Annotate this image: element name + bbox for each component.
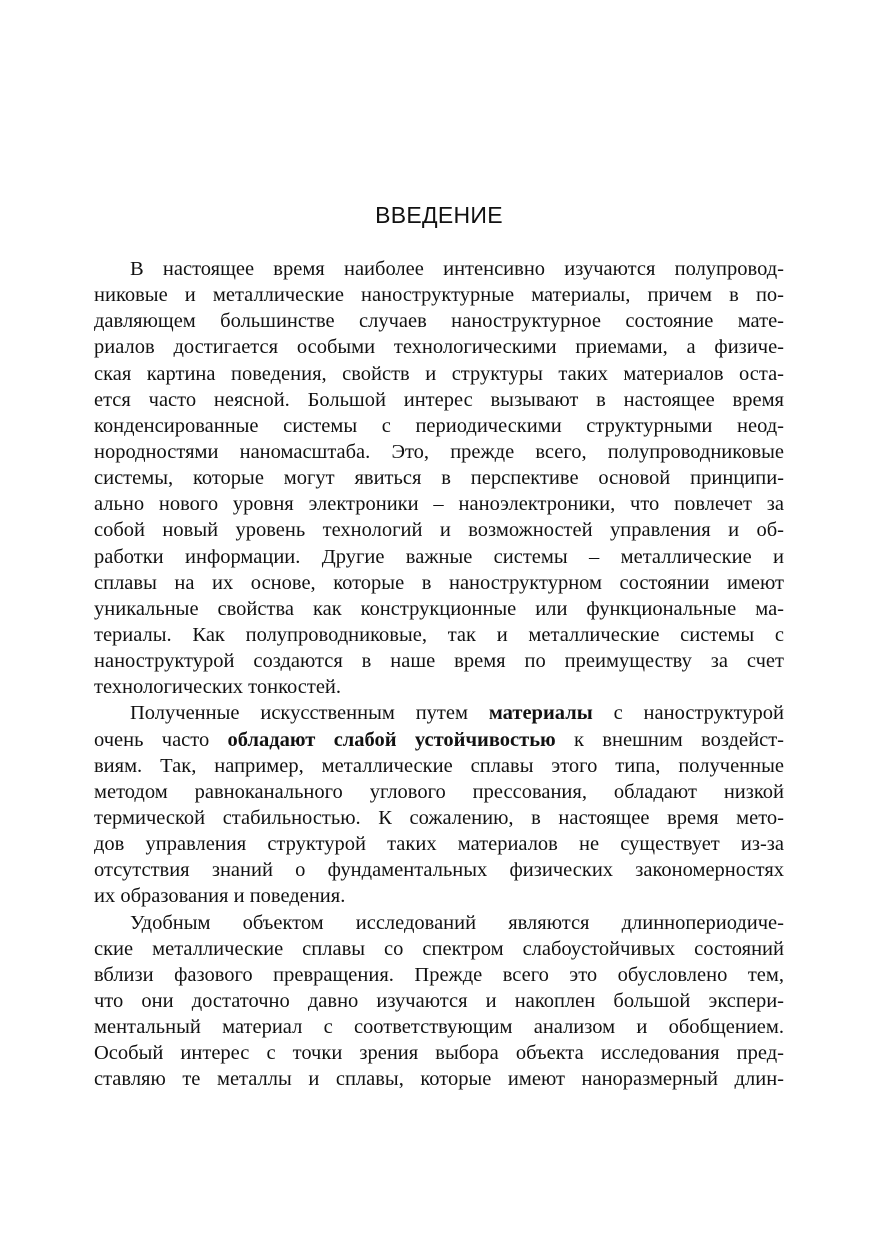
text-line: отсутствия знаний о фундаментальных физических закономерностях	[94, 859, 784, 882]
text-line: дов управления структурой таких материалов не существует из-за	[94, 833, 784, 856]
text-line: ские металлические сплавы со спектром слабоустойчивых состояний	[94, 937, 784, 960]
text-run: с наноструктурой	[592, 702, 784, 725]
text-line: В настоящее время наиболее интенсивно изучаются полупровод-	[130, 258, 784, 280]
text-line	[94, 727, 784, 753]
text-line: технологических тонкостей.	[94, 676, 342, 699]
body-text	[94, 256, 784, 1093]
text-line: методом равноканального углового прессования, обладают низкой	[94, 780, 784, 803]
text-line: виям. Так, например, металлические сплавы этого типа, полученные	[94, 754, 784, 777]
text-line: Особый интерес с точки зрения выбора объекта исследования пред-	[94, 1042, 784, 1065]
text-line: ская картина поведения, свойств и структуры таких материалов оста-	[94, 362, 784, 385]
text-line: системы, которые могут явиться в перспективе основой принципи-	[94, 467, 784, 490]
text-line: никовые и металлические наноструктурные материалы, причем в по-	[94, 284, 784, 307]
text-line: ется часто неясной. Большой интерес вызывают в настоящее время	[94, 388, 784, 411]
text-line: работки информации. Другие важные системы – металлические и	[94, 545, 784, 568]
bold-text: материалы	[488, 702, 593, 725]
text-line: Удобным объектом исследований являются длиннопериодиче-	[130, 911, 784, 934]
text-line: термической стабильностью. К сожалению, в настоящее время мето-	[94, 806, 784, 829]
text-line: риалов достигается особыми технологическими приемами, а физиче-	[94, 336, 784, 359]
text-line: териалы. Как полупроводниковые, так и металлические системы с	[94, 623, 784, 646]
text-run: очень часто	[94, 728, 228, 751]
page-title: ВВЕДЕНИЕ	[375, 202, 503, 228]
text-run: Полученные искусственным путем	[130, 702, 489, 725]
bold-text: обладают слабой устойчивостью	[227, 728, 556, 751]
text-line: вблизи фазового превращения. Прежде всего это обусловлено тем,	[94, 963, 784, 986]
text-line: собой новый уровень технологий и возможностей управления и об-	[94, 519, 784, 542]
text-line: давляющем большинстве случаев наноструктурное состояние мате-	[94, 310, 784, 333]
text-line: ставляю те металлы и сплавы, которые имеют наноразмерный длин-	[94, 1068, 784, 1091]
text-line: конденсированные системы с периодическими структурными неод-	[94, 414, 784, 437]
text-line: уникальные свойства как конструкционные или функциональные ма-	[94, 597, 784, 620]
text-line: их образования и поведения.	[94, 885, 346, 908]
text-line: что они достаточно давно изучаются и накоплен большой экспери-	[94, 989, 784, 1012]
text-run: к внешним воздейст-	[555, 728, 784, 751]
text-line: нородностями наномасштаба. Это, прежде всего, полупроводниковые	[94, 440, 784, 463]
text-line	[94, 700, 784, 726]
text-line: наноструктурой создаются в наше время по преимуществу за счет	[94, 650, 784, 673]
text-line: ментальный материал с соответствующим анализом и обобщением.	[94, 1016, 784, 1039]
text-line: сплавы на их основе, которые в наноструктурном состоянии имеют	[94, 571, 784, 594]
text-line: ально нового уровня электроники – наноэлектроники, что повлечет за	[94, 493, 784, 516]
